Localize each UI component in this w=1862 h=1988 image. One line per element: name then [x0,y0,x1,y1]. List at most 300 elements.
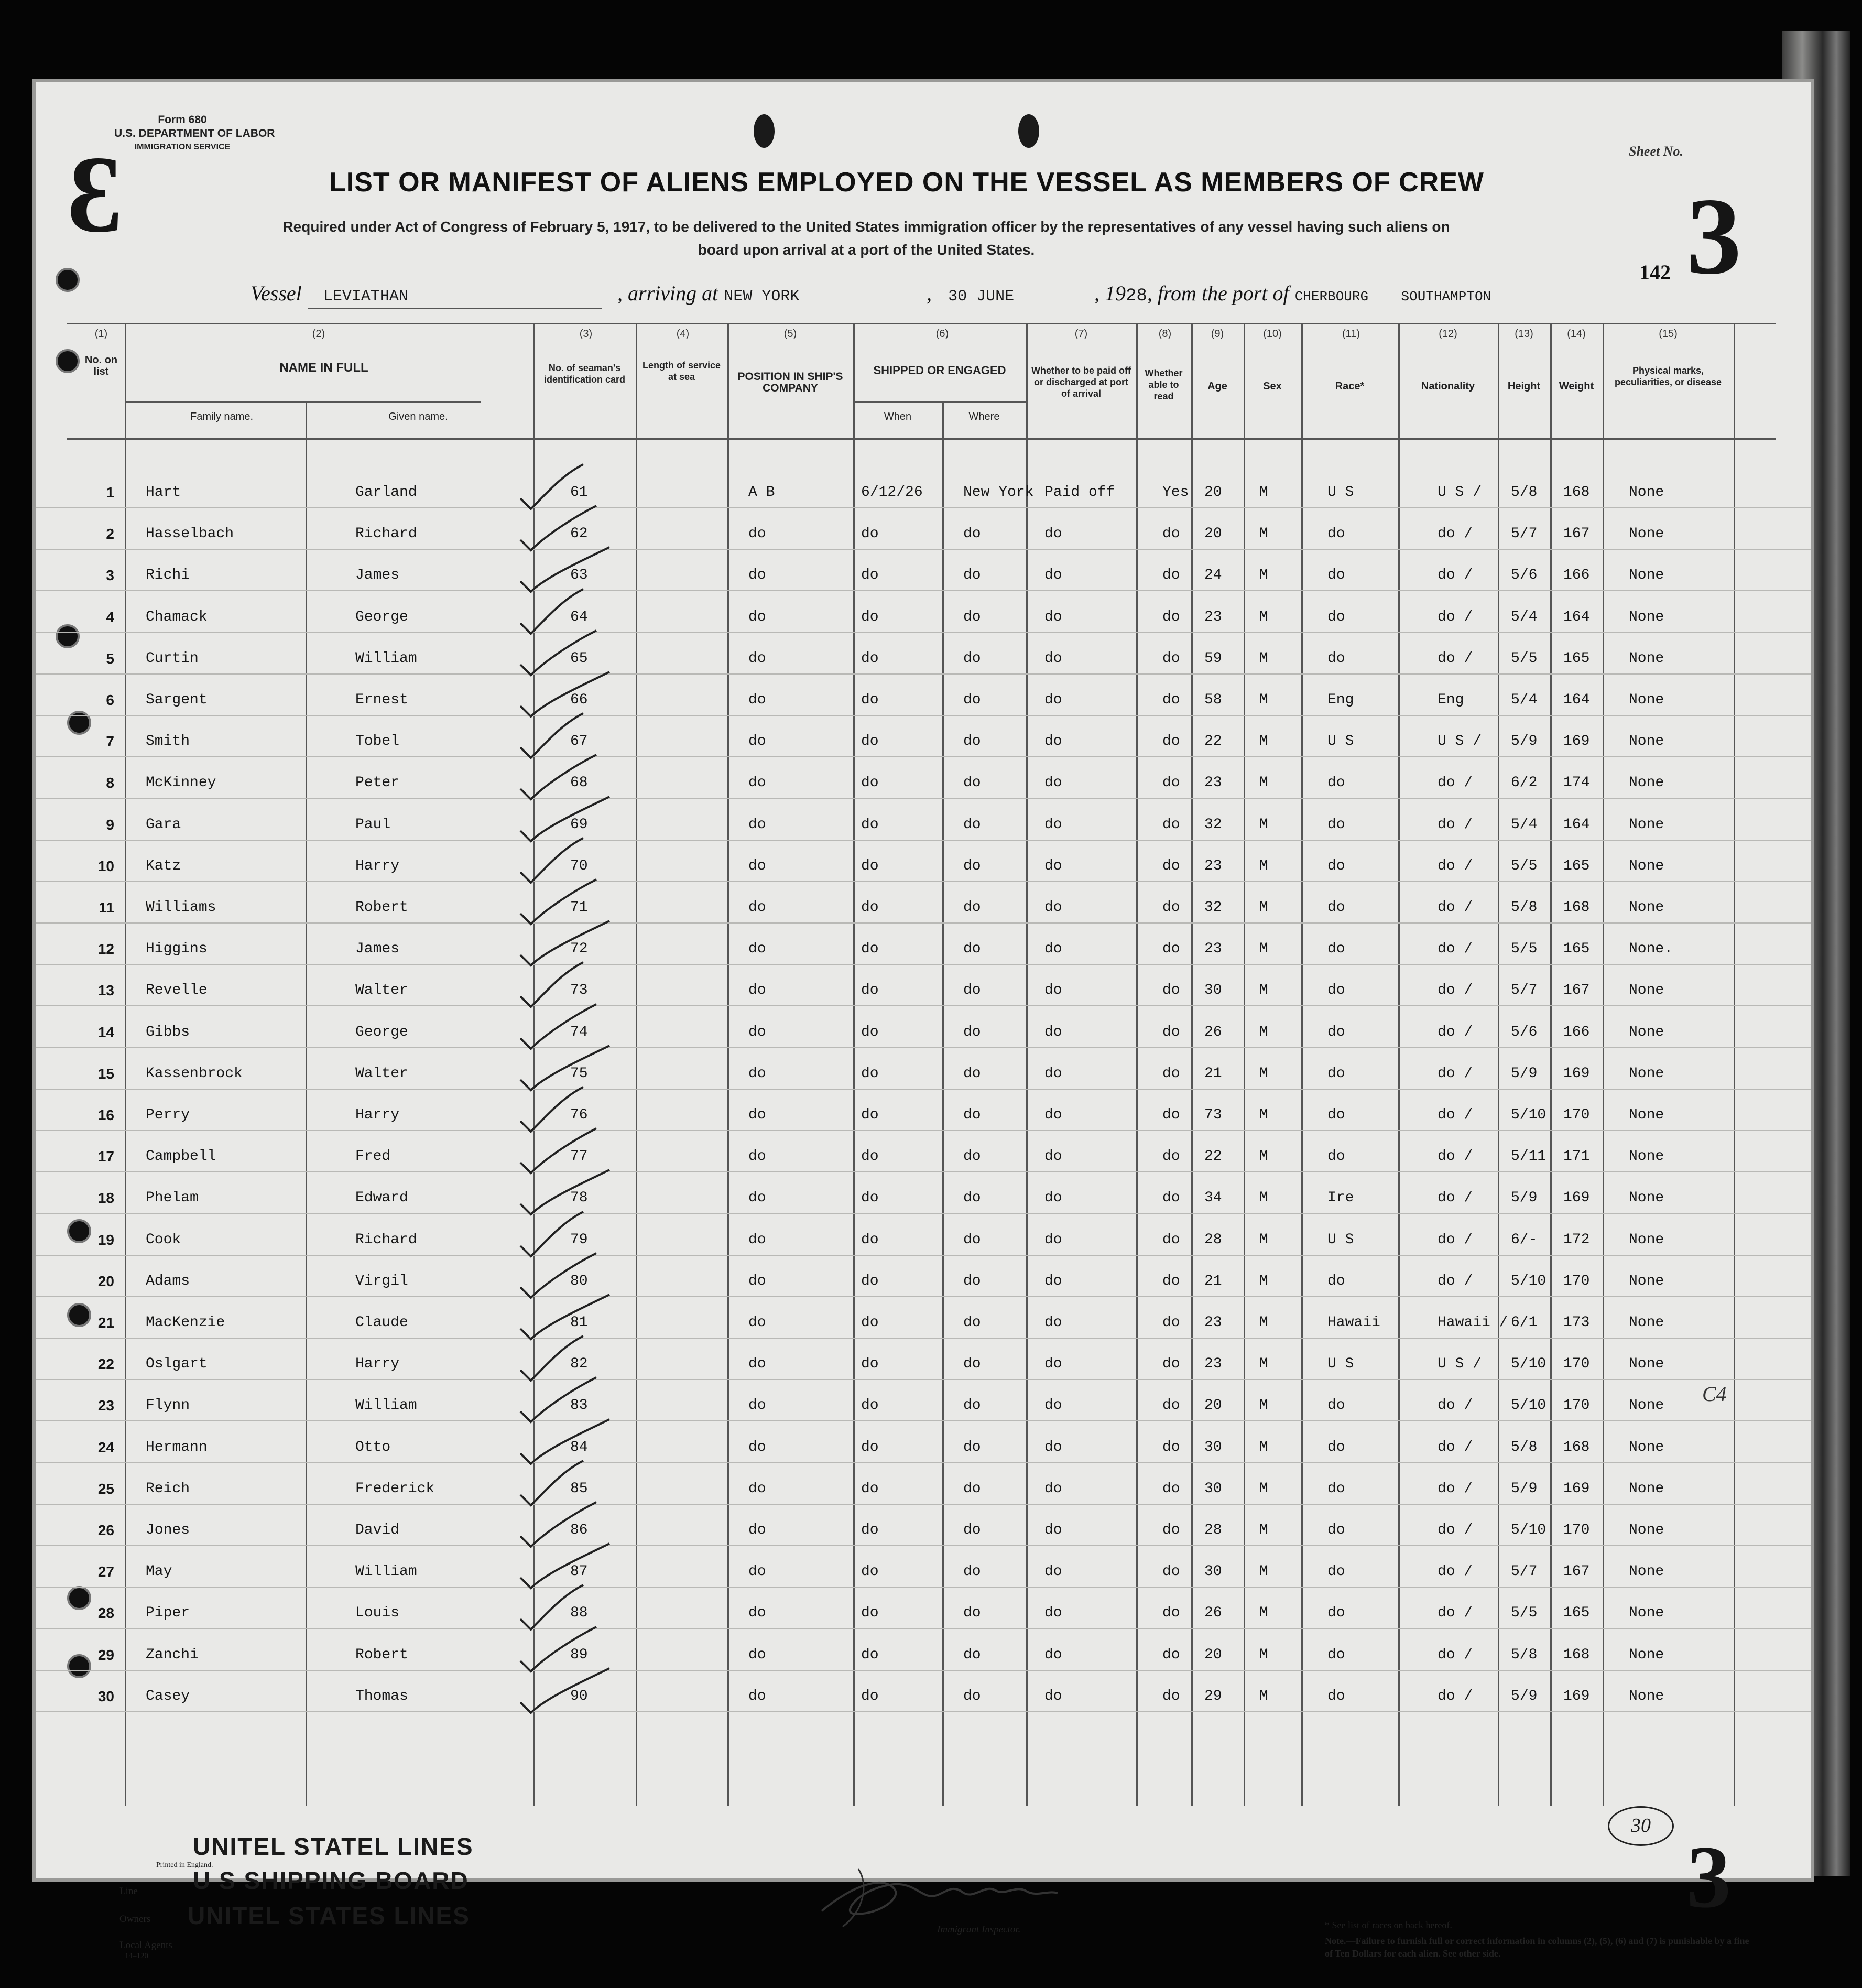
row-rule [36,1255,1811,1256]
col-num: (6) [935,328,949,340]
row-number: 1 [106,484,114,501]
height: 5/10 [1511,1273,1547,1289]
nationality: do / [1438,1480,1473,1497]
nationality: do / [1438,1065,1473,1082]
race: do [1327,1563,1345,1580]
age: 21 [1204,1273,1222,1289]
row-number: 7 [106,733,114,750]
arrival-date: 30 JUNE [948,288,1015,306]
header-sex: Sex [1263,381,1282,392]
age: 26 [1204,1024,1222,1040]
height: 5/8 [1511,1439,1538,1455]
header-paid-off: Whether to be paid off or discharged at port of arrival [1031,365,1131,399]
age: 30 [1204,982,1222,999]
row-number: 19 [97,1231,114,1248]
age: 23 [1204,1315,1222,1331]
line-stamp: UNITEL STATEL LINES [193,1833,474,1860]
height: 5/11 [1511,1148,1547,1165]
height: 5/10 [1511,1397,1547,1414]
shipped-when: do [861,1688,879,1704]
sex: M [1259,1356,1268,1373]
race: do [1327,1605,1345,1622]
row-number: 10 [97,857,114,874]
nationality: do / [1438,1563,1473,1580]
physical-marks: None [1629,1522,1664,1538]
race: do [1327,816,1345,833]
col-num: (3) [579,328,593,340]
given-name: Thomas [355,1688,408,1704]
row-number: 30 [97,1688,114,1704]
able-to-read: do [1162,1065,1180,1082]
height: 5/5 [1511,941,1538,958]
shipped-where: do [963,982,981,999]
header-age: Age [1207,381,1227,392]
shipped-when: do [861,1480,879,1497]
age: 32 [1204,816,1222,833]
sex: M [1259,1190,1268,1207]
age: 26 [1204,1605,1222,1622]
shipped-where: do [963,1480,981,1497]
age: 22 [1204,733,1222,750]
id-card-number: 68 [570,775,588,791]
nationality: U S / [1438,1356,1482,1373]
paid-off: do [1044,1315,1062,1331]
age: 20 [1204,484,1222,501]
able-to-read: do [1162,1397,1180,1414]
nationality: Eng [1438,692,1464,708]
able-to-read: do [1162,733,1180,750]
able-to-read: do [1162,857,1180,874]
row-rule [36,1338,1811,1339]
row-rule [36,1462,1811,1463]
shipped-when: do [861,1231,879,1248]
age: 59 [1204,650,1222,667]
row-rule [36,1670,1811,1671]
position: do [748,1315,766,1331]
position: do [748,733,766,750]
given-name: Garland [355,484,417,501]
shipped-where: do [963,1315,981,1331]
physical-marks: None [1629,1646,1664,1663]
inspector-label: Immigrant Inspector. [937,1924,1021,1935]
height: 5/10 [1511,1107,1547,1123]
height: 5/5 [1511,857,1538,874]
height: 5/10 [1511,1356,1547,1373]
id-card-number: 88 [570,1605,588,1622]
race: do [1327,982,1345,999]
given-name: Tobel [355,733,400,750]
race: do [1327,899,1345,916]
able-to-read: do [1162,1439,1180,1455]
age: 30 [1204,1480,1222,1497]
row-rule [36,1213,1811,1214]
row-rule [36,881,1811,882]
row-number: 27 [97,1563,114,1580]
physical-marks: None [1629,1107,1664,1123]
family-name: Higgins [146,941,208,958]
sex: M [1259,775,1268,791]
height: 5/4 [1511,692,1538,708]
row-number: 20 [97,1273,114,1289]
race: do [1327,1148,1345,1165]
race: U S [1327,1231,1354,1248]
weight: 169 [1563,1688,1590,1704]
paid-off: do [1044,1522,1062,1538]
physical-marks: None [1629,899,1664,916]
document-subtitle: Required under Act of Congress of February 5, 1917, to be delivered to the United States immigration officer by the representatives of any vessel having such aliens on board upon arrival at a port of the United States. [282,219,1450,258]
physical-marks: None [1629,1024,1664,1040]
sex: M [1259,567,1268,584]
weight: 170 [1563,1522,1590,1538]
weight: 169 [1563,733,1590,750]
shipped-where: do [963,1107,981,1123]
sex: M [1259,1522,1268,1538]
position: do [748,1397,766,1414]
given-name: George [355,1024,408,1040]
id-card-number: 72 [570,941,588,958]
row-number: 12 [97,941,114,958]
nationality: U S / [1438,484,1482,501]
sex: M [1259,1273,1268,1289]
binder-hole [56,624,80,648]
position: do [748,526,766,542]
paid-off: do [1044,733,1062,750]
family-name: Hasselbach [146,526,234,542]
paid-off: do [1044,1024,1062,1040]
shipped-where: do [963,609,981,625]
nationality: do / [1438,650,1473,667]
position: do [748,1273,766,1289]
row-rule [36,756,1811,757]
shipped-when: do [861,1273,879,1289]
physical-marks: None [1629,1315,1664,1331]
physical-marks: None [1629,484,1664,501]
nationality: do / [1438,1646,1473,1663]
departure-ports: CHERBOURG SOUTHAMPTON [1294,289,1491,305]
shipped-when: do [861,1605,879,1622]
position: do [748,816,766,833]
paid-off: Paid off [1044,484,1115,501]
nationality: do / [1438,982,1473,999]
given-name: Harry [355,1356,400,1373]
nationality: do / [1438,857,1473,874]
id-card-number: 61 [570,484,588,501]
family-name: Chamack [146,609,208,625]
row-rule [36,1711,1811,1712]
nationality: do / [1438,1688,1473,1704]
row-number: 23 [97,1397,114,1414]
position: A B [748,484,775,501]
col-num: (10) [1263,328,1282,340]
col-divider [942,401,944,1806]
family-name: Oslgart [146,1356,208,1373]
shipped-when: do [861,775,879,791]
able-to-read: do [1162,1315,1180,1331]
weight: 167 [1563,1563,1590,1580]
weight: 170 [1563,1107,1590,1123]
header-length-service: Length of service at sea [642,360,721,382]
nationality: do / [1438,899,1473,916]
row-rule [36,1628,1811,1629]
family-name: McKinney [146,775,216,791]
family-name: Cook [146,1231,181,1248]
able-to-read: do [1162,1605,1180,1622]
able-to-read: do [1162,899,1180,916]
shipped-when: do [861,1522,879,1538]
height: 5/6 [1511,567,1538,584]
height: 5/7 [1511,526,1538,542]
header-where: Where [968,411,1000,422]
race: do [1327,1273,1345,1289]
row-number: 25 [97,1480,114,1497]
nationality: do / [1438,1605,1473,1622]
col-divider [1498,323,1499,1806]
shipped-where: do [963,650,981,667]
age: 30 [1204,1439,1222,1455]
height: 6/2 [1511,775,1538,791]
row-number: 4 [106,609,114,625]
sex: M [1259,1646,1268,1663]
row-rule [36,1089,1811,1090]
height: 6/1 [1511,1315,1538,1331]
shipped-where: do [963,1605,981,1622]
id-card-number: 76 [570,1107,588,1123]
nationality: do / [1438,609,1473,625]
nationality: do / [1438,1231,1473,1248]
row-number: 2 [106,526,114,542]
family-name: Perry [146,1107,190,1123]
col-divider [853,323,855,1806]
position: do [748,650,766,667]
family-name: Hermann [146,1439,208,1455]
weight: 167 [1563,526,1590,542]
position: do [748,1107,766,1123]
given-name: Otto [355,1439,391,1455]
shipped-where: do [963,1397,981,1414]
sex: M [1259,1065,1268,1082]
given-name: Harry [355,1107,400,1123]
sex: M [1259,899,1268,916]
sheet-no-label: Sheet No. [1629,144,1683,159]
paid-off: do [1044,899,1062,916]
given-name: Frederick [355,1480,435,1497]
col-num: (14) [1567,328,1586,340]
nationality: do / [1438,1148,1473,1165]
able-to-read: do [1162,816,1180,833]
physical-marks: None [1629,1605,1664,1622]
col-divider [1026,323,1028,1806]
height: 5/9 [1511,733,1538,750]
height: 6/- [1511,1231,1538,1248]
weight: 172 [1563,1231,1590,1248]
col-divider [1136,323,1138,1806]
race: Eng [1327,692,1354,708]
id-card-number: 74 [570,1024,588,1040]
height: 5/5 [1511,1605,1538,1622]
punch-hole-top-left [754,114,775,148]
owners-stamp: U S SHIPPING BOARD [193,1867,469,1894]
shipped-when: do [861,941,879,958]
row-rule [36,1130,1811,1131]
document-title: LIST OR MANIFEST OF ALIENS EMPLOYED ON THE VESSEL AS MEMBERS OF CREW [329,167,1484,198]
header-name-in-full: NAME IN FULL [279,361,368,375]
row-rule [36,840,1811,841]
weight: 168 [1563,484,1590,501]
able-to-read: do [1162,1148,1180,1165]
shipped-when: do [861,1563,879,1580]
id-card-number: 73 [570,982,588,999]
physical-marks: None [1629,1480,1664,1497]
shipped-where: do [963,1273,981,1289]
given-name: George [355,609,408,625]
col-num: (1) [94,328,108,340]
paid-off: do [1044,1107,1062,1123]
col-num: (11) [1342,328,1360,340]
row-number: 29 [97,1646,114,1663]
age: 32 [1204,899,1222,916]
sex: M [1259,857,1268,874]
given-name: James [355,941,400,958]
form-number: Form 680 [158,114,207,126]
col-divider [1603,323,1604,1806]
id-card-number: 70 [570,857,588,874]
physical-marks: None [1629,775,1664,791]
date-line: , 30 JUNE [927,281,1015,306]
able-to-read: do [1162,650,1180,667]
name-subheader-rule [125,401,481,403]
row-number: 5 [106,650,114,667]
paid-off: do [1044,692,1062,708]
paid-off: do [1044,1356,1062,1373]
height: 5/9 [1511,1190,1538,1207]
family-name: Piper [146,1605,190,1622]
age: 23 [1204,857,1222,874]
position: do [748,1356,766,1373]
physical-marks: None [1629,1231,1664,1248]
header-physical: Physical marks, peculiarities, or disease [1614,365,1722,387]
physical-marks: None [1629,982,1664,999]
owners-label: Owners [119,1914,151,1925]
weight: 167 [1563,982,1590,999]
id-card-number: 89 [570,1646,588,1663]
family-name: Gara [146,816,181,833]
family-name: Sargent [146,692,208,708]
col-divider [1244,323,1245,1806]
position: do [748,1024,766,1040]
sex: M [1259,941,1268,958]
given-name: Walter [355,1065,408,1082]
weight: 169 [1563,1190,1590,1207]
shipped-where: do [963,1439,981,1455]
row-rule [36,798,1811,799]
total-count: 30 [1631,1815,1651,1837]
race: do [1327,1439,1345,1455]
shipped-where: do [963,733,981,750]
id-card-number: 82 [570,1356,588,1373]
height: 5/6 [1511,1024,1538,1040]
header-no-on-list: No. on list [84,354,118,377]
given-name: Robert [355,1646,408,1663]
family-name: Richi [146,567,190,584]
row-number: 11 [99,899,114,916]
position: do [748,692,766,708]
given-name: Richard [355,526,417,542]
weight: 170 [1563,1397,1590,1414]
shipped-when: do [861,733,879,750]
position: do [748,899,766,916]
shipped-where: do [963,857,981,874]
race: Hawaii [1327,1315,1380,1331]
physical-marks: None [1629,692,1664,708]
family-name: Smith [146,733,190,750]
given-name: Paul [355,816,391,833]
races-footnote: * See list of races on back hereof. [1325,1920,1452,1930]
position: do [748,941,766,958]
corner-sheet-number: 3 [1686,1828,1731,1926]
printed-in-england: Printed in England. [156,1861,213,1869]
vessel-line [251,281,408,306]
page-number: 142 [1639,260,1671,284]
height: 5/9 [1511,1688,1538,1704]
id-card-number: 81 [570,1315,588,1331]
paid-off: do [1044,1439,1062,1455]
age: 73 [1204,1107,1222,1123]
row-number: 15 [97,1065,114,1082]
age: 20 [1204,1646,1222,1663]
age: 28 [1204,1522,1222,1538]
position: do [748,1148,766,1165]
header-position: POSITION IN SHIP'S COMPANY [737,371,843,394]
height: 5/8 [1511,899,1538,916]
nationality: do / [1438,1439,1473,1455]
arrival-line [617,281,799,306]
height: 5/10 [1511,1522,1547,1538]
row-rule [36,1047,1811,1048]
col-num: (5) [783,328,797,340]
family-name: Jones [146,1522,190,1538]
header-nationality: Nationality [1421,381,1475,392]
col-divider [1398,323,1400,1806]
sheet-number-stamp-left: 3 [67,134,122,255]
row-number: 13 [97,982,114,999]
from-label: , from the port of [1147,281,1289,305]
position: do [748,1605,766,1622]
penalty-note: Note.—Failure to furnish full or correct information in columns (2), (5), (6) and (7) is punishable by a fine of Ten Dollars for each alien. See other side. [1325,1936,1749,1959]
shipped-where: do [963,1688,981,1704]
family-name: Curtin [146,650,199,667]
physical-marks: None [1629,567,1664,584]
age: 29 [1204,1688,1222,1704]
shipped-where: do [963,1563,981,1580]
nationality: do / [1438,816,1473,833]
sex: M [1259,1148,1268,1165]
able-to-read: do [1162,1190,1180,1207]
row-number: 16 [97,1107,114,1123]
able-to-read: do [1162,1522,1180,1538]
nationality: do / [1438,1107,1473,1123]
race: do [1327,1646,1345,1663]
shipped-where: do [963,1646,981,1663]
able-to-read: do [1162,526,1180,542]
sex: M [1259,1107,1268,1123]
shipped-when: do [861,816,879,833]
nationality: do / [1438,526,1473,542]
age: 22 [1204,1148,1222,1165]
vessel-name: LEVIATHAN [323,288,408,306]
shipped-when: do [861,609,879,625]
id-card-number: 78 [570,1190,588,1207]
weight: 165 [1563,650,1590,667]
